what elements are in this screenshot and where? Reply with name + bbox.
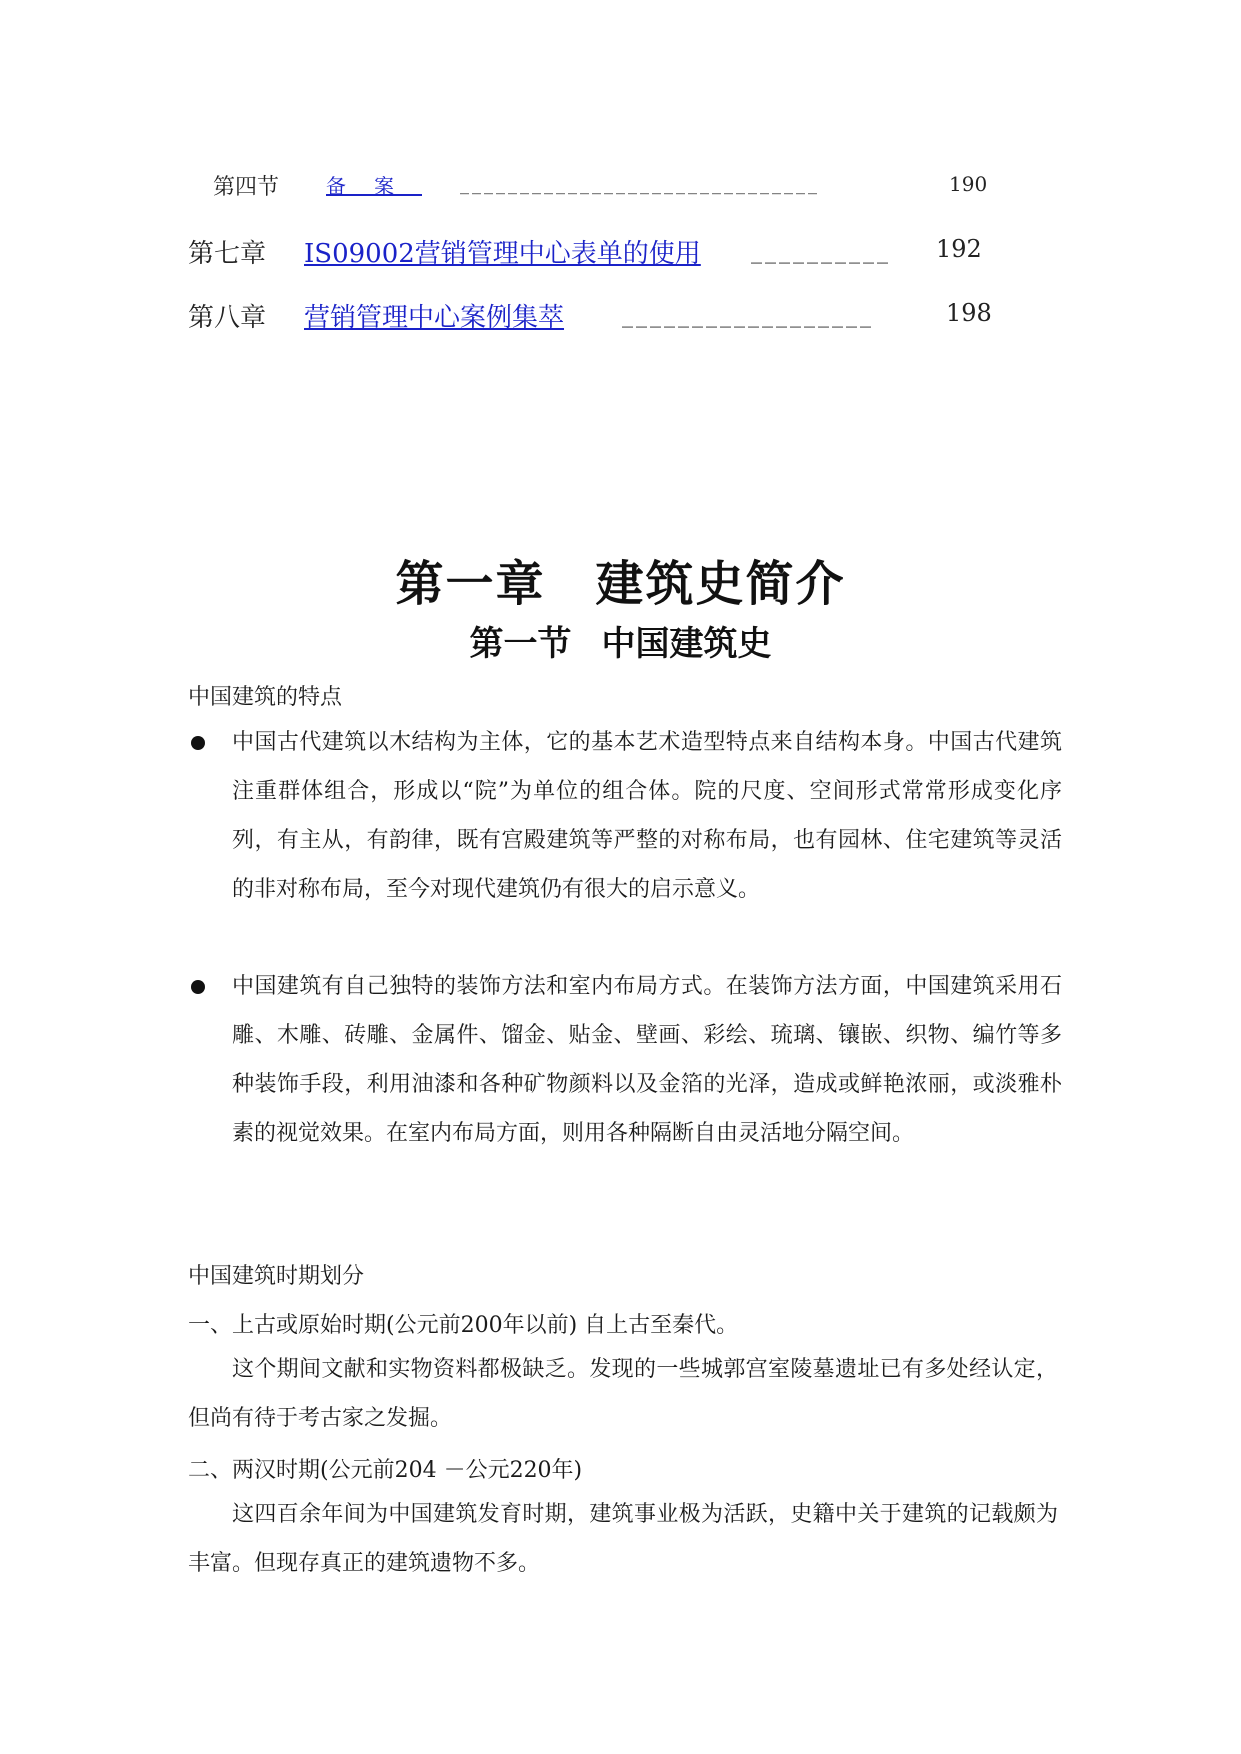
toc-leader: __________________	[622, 303, 874, 328]
toc-entry	[188, 297, 1008, 333]
period-text: 这个期间文献和实物资料都极缺乏。发现的一些城郭宫室陵墓遗址已有多处经认定，但尚有待于考古家之发掘。	[188, 1357, 1058, 1431]
toc-entry	[188, 233, 1008, 269]
toc-page-number: 192	[936, 235, 982, 263]
section-name: 中国建筑史	[601, 624, 772, 664]
chapter-name: 建筑史简介	[595, 556, 846, 612]
period-text: 这四百余年间为中国建筑发育时期，建筑事业极为活跃，史籍中关于建筑的记载颇为丰富。但现存真正的建筑遗物不多。	[188, 1502, 1058, 1576]
toc-entry	[213, 170, 1013, 200]
toc-link[interactable]: 营销管理中心案例集萃	[304, 303, 565, 333]
toc-label: 第八章	[188, 303, 267, 333]
features-heading: 中国建筑的特点	[188, 685, 343, 710]
toc-page-number: 198	[946, 299, 992, 327]
section-number: 第一节	[469, 624, 572, 664]
toc-page-number: 190	[949, 172, 988, 196]
period-title: 二、两汉时期(公元前204 －公元220年)	[188, 1458, 583, 1483]
bullet-text: 中国建筑有自己独特的装饰方法和室内布局方式。在装饰方法方面，中国建筑采用石雕、木雕、砖雕、金属件、馏金、贴金、壁画、彩绘、琉璃、镶嵌、织物、编竹等多种装饰手段，利用油漆和各种矿物颜料以及金箔的光泽，造成或鲜艳浓丽，或淡雅朴素的视觉效果。在室内布局方面，则用各种隔断自由灵活地分隔空间。	[232, 974, 1062, 1146]
section-title	[0, 616, 1241, 665]
periods-heading: 中国建筑时期划分	[188, 1264, 365, 1289]
toc-leader: ______________________________	[460, 174, 820, 195]
bullet-text: 中国古代建筑以木结构为主体，它的基本艺术造型特点来自结构本身。中国古代建筑注重群体组合，形成以“院”为单位的组合体。院的尺度、空间形式常常形成变化序列，有主从，有韵律，既有宫殿建筑等严整的对称布局，也有园林、住宅建筑等灵活的非对称布局，至今对现代建筑仍有很大的启示意义。	[232, 730, 1062, 902]
period-title: 一、上古或原始时期(公元前200年以前) 自上古至秦代。	[188, 1313, 739, 1338]
toc-link[interactable]: 备案	[326, 174, 422, 198]
bullet-icon	[191, 736, 205, 750]
toc-label: 第四节	[213, 175, 280, 200]
chapter-number: 第一章	[395, 556, 546, 612]
toc-link[interactable]: IS09002营销管理中心表单的使用	[304, 239, 701, 269]
bullet-icon	[191, 980, 205, 994]
toc-label: 第七章	[188, 239, 267, 269]
toc-leader: __________	[751, 239, 891, 264]
chapter-title	[0, 545, 1241, 614]
